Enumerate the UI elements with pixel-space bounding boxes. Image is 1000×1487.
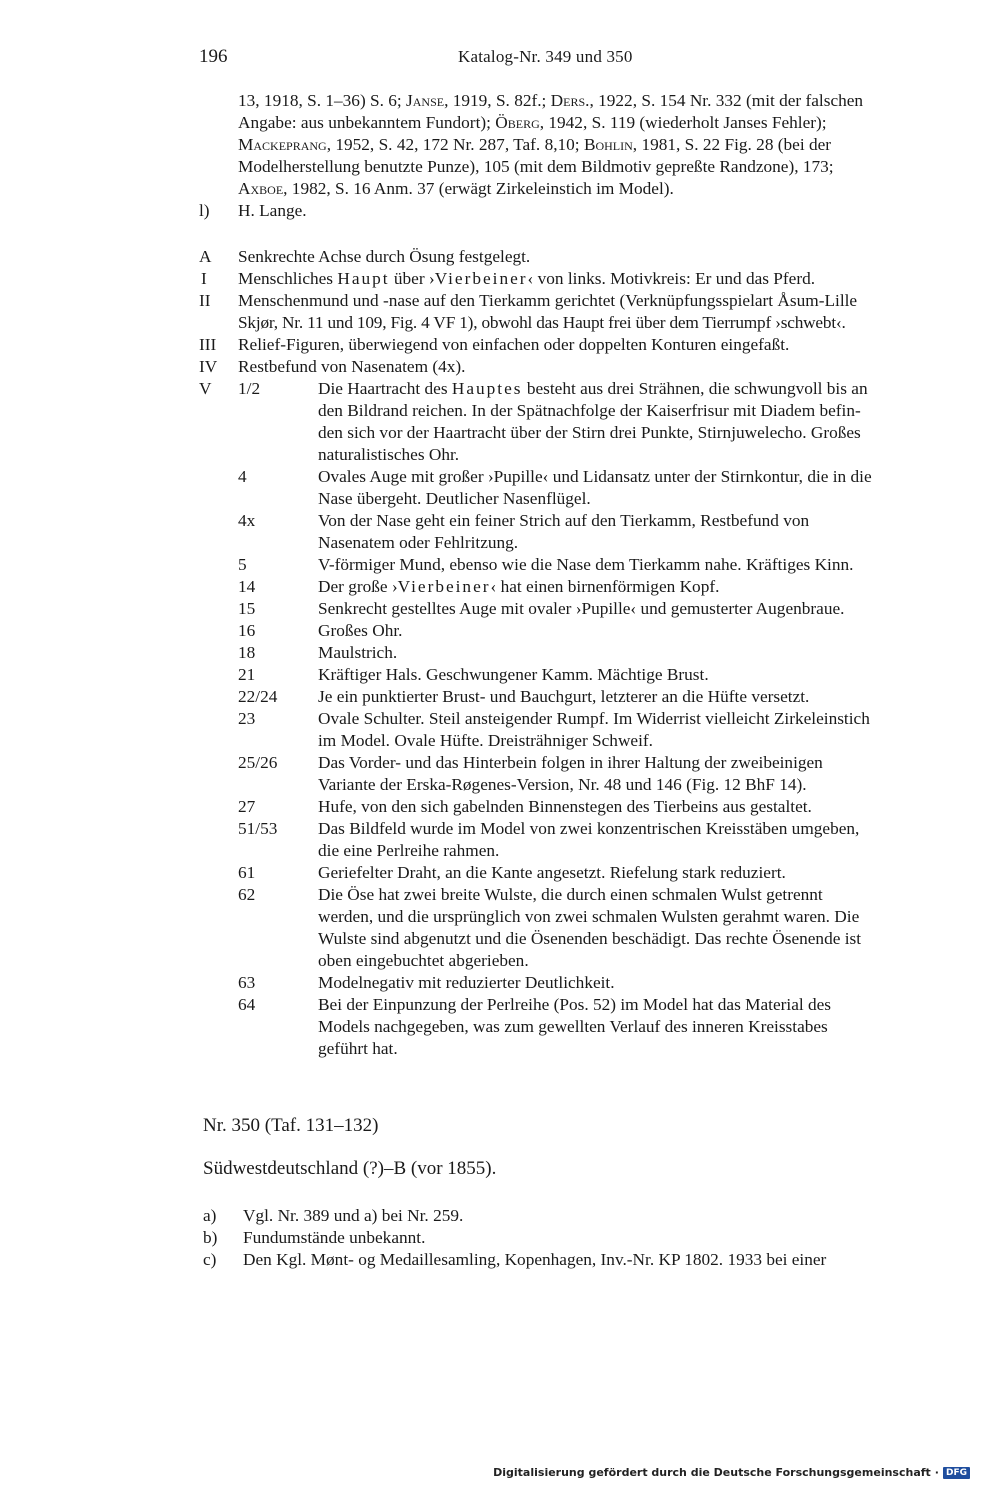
position-description: Models nachgegeben, was zum gewellten Verlauf des inneren Kreisstabes (318, 1017, 828, 1036)
position-description: Das Bildfeld wurde im Model von zwei konzentrischen Kreisstäben umgeben, (318, 819, 860, 838)
position-description: Ovale Schulter. Steil ansteigender Rumpf. Im Widerrist vielleicht Zirkeleinstich (318, 709, 870, 728)
position-description: Bei der Einpunzung der Perlreihe (Pos. 52) im Model hat das Material des (318, 995, 832, 1014)
bibliography-line: Modelherstellung benutzte Punze), 105 (mit dem Bildmotiv gepreßte Randzone), 173; (238, 157, 834, 176)
position-number: 61 (238, 863, 256, 882)
item-text: H. Lange. (238, 201, 307, 220)
entry-region: Südwestdeutschland (?)–B (vor 1855). (203, 1158, 497, 1179)
funding-text: Digitalisierung gefördert durch die Deutsche Forschungsgemeinschaft (493, 1466, 931, 1479)
running-title: Katalog-Nr. 349 und 350 (458, 47, 633, 66)
position-number: 5 (238, 555, 247, 574)
position-description: den sich vor der Haartracht über der Stirn drei Punkte, Stirnjuwelecho. Großes (318, 423, 861, 442)
position-description: Nasenatem oder Fehlritzung. (318, 533, 519, 552)
section-text: Senkrechte Achse durch Ösung festgelegt. (238, 247, 531, 266)
item-label: a) (203, 1206, 217, 1225)
position-number: 4x (238, 511, 256, 530)
item-text: Vgl. Nr. 389 und a) bei Nr. 259. (243, 1206, 464, 1225)
section-text: Menschliches Haupt über ›Vierbeiner‹ von links. Motivkreis: Er und das Pferd. (238, 269, 816, 288)
position-number: 4 (238, 467, 247, 486)
bibliography-line: Mackeprang, 1952, S. 42, 172 Nr. 287, Taf. 8,10; Bohlin, 1981, S. 22 Fig. 28 (bei der (238, 135, 832, 154)
entry-heading: Nr. 350 (Taf. 131–132) (203, 1115, 379, 1136)
position-number: 14 (238, 577, 256, 596)
section-text: Skjør, Nr. 11 und 109, Fig. 4 VF 1), obwohl das Haupt frei über dem Tierrumpf ›schwebt‹. (238, 313, 846, 332)
position-description: Wulste sind abgenutzt und die Ösenenden beschädigt. Das rechte Ösenende ist (318, 929, 862, 948)
bibliography-line: 13, 1918, S. 1–36) S. 6; Janse, 1919, S. 82f.; Ders., 1922, S. 154 Nr. 332 (mit der falschen (238, 91, 864, 110)
item-label: l) (199, 201, 210, 220)
item-text: Fundumstände unbekannt. (243, 1228, 426, 1247)
funding-footer: Digitalisierung gefördert durch die Deutsche Forschungsgemeinschaft · DFG (493, 1466, 970, 1479)
dfg-logo: DFG (943, 1467, 970, 1479)
section-label: I (201, 269, 207, 288)
section-text: Menschenmund und -nase auf den Tierkamm gerichtet (Verknüpfungsspielart Åsum-Lille (238, 291, 858, 310)
position-description: Großes Ohr. (318, 621, 403, 640)
section-label: V (199, 379, 212, 398)
position-description: Maulstrich. (318, 643, 398, 662)
position-description: geführt hat. (318, 1039, 398, 1058)
position-description: Geriefelter Draht, an die Kante angesetzt. Riefelung stark reduziert. (318, 863, 786, 882)
position-description: werden, und die ursprünglich von zwei schmalen Wulsten gerahmt waren. Die (318, 907, 860, 926)
position-description: Die Haartracht des Hauptes besteht aus drei Strähnen, die schwungvoll bis an (318, 379, 868, 398)
position-number: 51/53 (238, 819, 278, 838)
position-description: Von der Nase geht ein feiner Strich auf den Tierkamm, Restbefund von (318, 511, 810, 530)
position-description: Variante der Erska-Røgenes-Version, Nr. 48 und 146 (Fig. 12 BhF 14). (318, 775, 807, 794)
position-number: 1/2 (238, 379, 261, 398)
position-description: Kräftiger Hals. Geschwungener Kamm. Mächtige Brust. (318, 665, 709, 684)
position-description: Hufe, von den sich gabelnden Binnenstegen des Tierbeins aus gestaltet. (318, 797, 812, 816)
position-number: 22/24 (238, 687, 278, 706)
position-description: Die Öse hat zwei breite Wulste, die durch einen schmalen Wulst getrennt (318, 885, 823, 904)
position-number: 64 (238, 995, 256, 1014)
position-number: 15 (238, 599, 256, 618)
section-text: Restbefund von Nasenatem (4x). (238, 357, 466, 376)
position-number: 16 (238, 621, 256, 640)
position-number: 63 (238, 973, 256, 992)
position-number: 18 (238, 643, 256, 662)
position-description: den Bildrand reichen. In der Spätnachfolge der Kaiserfrisur mit Diadem befin- (318, 401, 861, 420)
position-number: 23 (238, 709, 256, 728)
position-description: V-förmiger Mund, ebenso wie die Nase dem Tierkamm nahe. Kräftiges Kinn. (318, 555, 854, 574)
position-number: 21 (238, 665, 256, 684)
item-label: c) (203, 1250, 217, 1269)
position-description: die eine Perlreihe rahmen. (318, 841, 500, 860)
section-label: A (199, 247, 212, 266)
section-label: II (199, 291, 211, 310)
section-label: III (199, 335, 217, 354)
bibliography-line: Axboe, 1982, S. 16 Anm. 37 (erwägt Zirkeleinstich im Model). (238, 179, 674, 198)
position-description: Das Vorder- und das Hinterbein folgen in ihrer Haltung der zweibeinigen (318, 753, 823, 772)
position-description: Der große ›Vierbeiner‹ hat einen birnenförmigen Kopf. (318, 577, 720, 596)
position-description: naturalistisches Ohr. (318, 445, 460, 464)
position-number: 62 (238, 885, 256, 904)
position-description: Ovales Auge mit großer ›Pupille‹ und Lidansatz unter der Stirnkontur, die in die (318, 467, 872, 486)
position-description: Senkrecht gestelltes Auge mit ovaler ›Pupille‹ und gemusterter Augenbraue. (318, 599, 845, 618)
section-text: Relief-Figuren, überwiegend von einfachen oder doppelten Konturen eingefaßt. (238, 335, 790, 354)
position-number: 25/26 (238, 753, 278, 772)
position-description: Modelnegativ mit reduzierter Deutlichkeit. (318, 973, 615, 992)
bibliography-line: Angabe: aus unbekanntem Fundort); Öberg, 1942, S. 119 (wiederholt Janses Fehler); (238, 113, 827, 132)
position-number: 27 (238, 797, 256, 816)
page-number: 196 (199, 46, 228, 67)
position-description: im Model. Ovale Hüfte. Dreisträhniger Schweif. (318, 731, 653, 750)
item-text: Den Kgl. Mønt- og Medaillesamling, Kopenhagen, Inv.-Nr. KP 1802. 1933 bei einer (243, 1250, 827, 1269)
position-description: oben eingebuchtet abgerieben. (318, 951, 529, 970)
section-label: IV (199, 357, 218, 376)
position-description: Je ein punktierter Brust- und Bauchgurt, letzterer an die Hüfte versetzt. (318, 687, 810, 706)
item-label: b) (203, 1228, 218, 1247)
position-description: Nase übergeht. Deutlicher Nasenflügel. (318, 489, 591, 508)
